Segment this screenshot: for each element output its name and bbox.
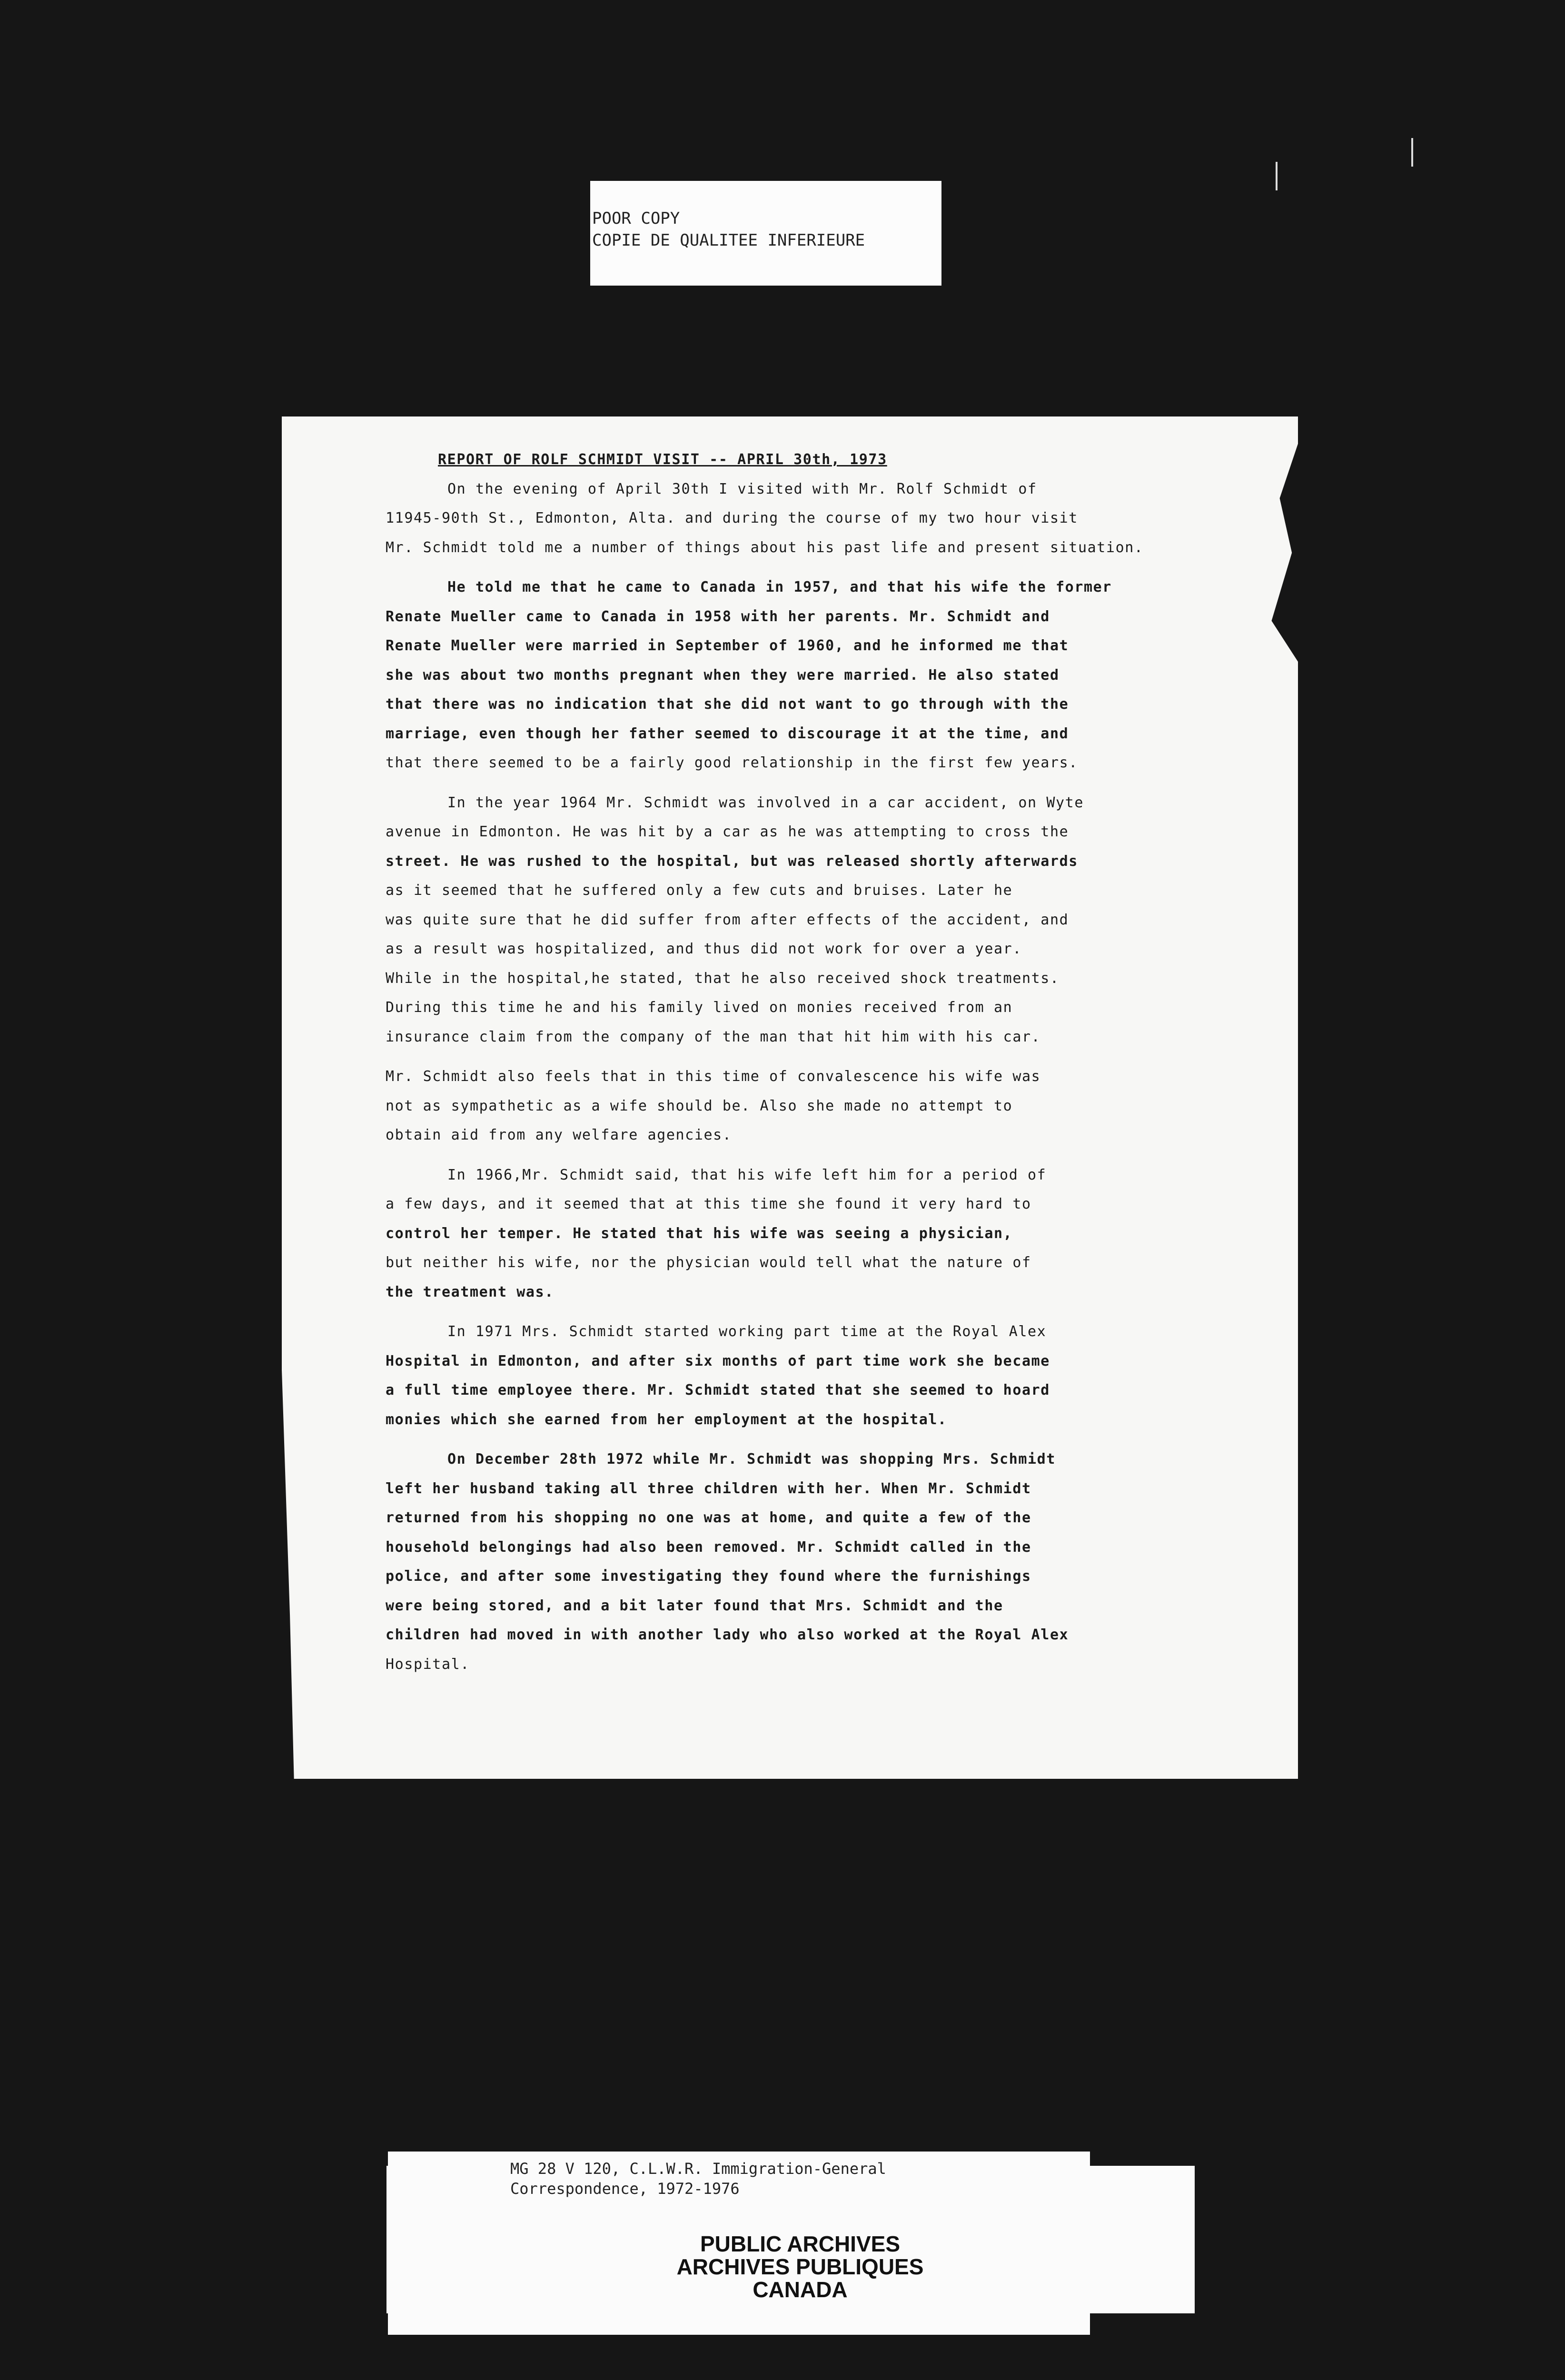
archive-reference xyxy=(510,2159,886,2199)
report-line: While in the hospital,he stated, that he also received shock treatments. xyxy=(386,970,1060,987)
report-line: In 1971 Mrs. Schmidt started working part time at the Royal Alex xyxy=(447,1323,1047,1340)
archive-ref-line-2: Correspondence, 1972-1976 xyxy=(510,2180,740,2198)
report-line: He told me that he came to Canada in 1957, and that his wife the former xyxy=(447,579,1112,595)
report-line: but neither his wife, nor the physician would tell what the nature of xyxy=(386,1254,1031,1271)
archive-name-block xyxy=(510,2232,1090,2301)
report-line: 11945-90th St., Edmonton, Alta. and during the course of my two hour visit xyxy=(386,510,1078,526)
report-line: marriage, even though her father seemed to discourage it at the time, and xyxy=(386,725,1069,742)
report-line: Mr. Schmidt told me a number of things about his past life and present situation. xyxy=(386,539,1144,556)
report-line: Renate Mueller were married in September of 1960, and he informed me that xyxy=(386,637,1069,654)
report-paragraph xyxy=(386,1062,1204,1150)
archive-name-en: PUBLIC ARCHIVES xyxy=(700,2231,900,2256)
report-paragraph xyxy=(386,788,1204,1052)
report-line: street. He was rushed to the hospital, but was released shortly afterwards xyxy=(386,853,1078,870)
report-line: as it seemed that he suffered only a few cuts and bruises. Later he xyxy=(386,882,1013,899)
report-paragraphs xyxy=(386,475,1204,1679)
report-line: insurance claim from the company of the man that hit him with his car. xyxy=(386,1028,1041,1045)
report-body xyxy=(386,445,1204,1689)
report-line: household belongings had also been removed. Mr. Schmidt called in the xyxy=(386,1538,1031,1556)
report-line: a few days, and it seemed that at this time she found it very hard to xyxy=(386,1196,1031,1212)
archive-name-fr: ARCHIVES PUBLIQUES xyxy=(676,2254,924,2279)
report-title: REPORT OF ROLF SCHMIDT VISIT -- APRIL 30th, 1973 xyxy=(438,451,887,468)
report-line: the treatment was. xyxy=(386,1283,554,1300)
report-paragraph xyxy=(386,1160,1204,1307)
archive-tag-right-tab xyxy=(1090,2166,1195,2313)
report-paragraph xyxy=(386,573,1204,778)
report-line: police, and after some investigating they found where the furnishings xyxy=(386,1568,1031,1585)
report-line: Hospital in Edmonton, and after six months of part time work she became xyxy=(386,1352,1050,1369)
report-line: On the evening of April 30th I visited with Mr. Rolf Schmidt of xyxy=(447,480,1037,497)
report-line: In the year 1964 Mr. Schmidt was involved in a car accident, on Wyte xyxy=(447,794,1084,811)
report-line: Hospital. xyxy=(386,1656,470,1673)
report-line: obtain aid from any welfare agencies. xyxy=(386,1127,732,1143)
report-line: returned from his shopping no one was at home, and quite a few of the xyxy=(386,1509,1031,1526)
report-line: Renate Mueller came to Canada in 1958 with her parents. Mr. Schmidt and xyxy=(386,608,1050,625)
report-line: control her temper. He stated that his wife was seeing a physician, xyxy=(386,1225,1013,1242)
report-line: On December 28th 1972 while Mr. Schmidt was shopping Mrs. Schmidt xyxy=(447,1451,1056,1468)
poor-copy-stamp xyxy=(590,181,941,286)
film-scratch xyxy=(1276,162,1278,190)
report-line: a full time employee there. Mr. Schmidt stated that she seemed to hoard xyxy=(386,1382,1050,1398)
report-line: left her husband taking all three children with her. When Mr. Schmidt xyxy=(386,1480,1031,1497)
report-line: that there seemed to be a fairly good relationship in the first few years. xyxy=(386,754,1078,771)
report-line: In 1966,Mr. Schmidt said, that his wife left him for a period of xyxy=(447,1166,1047,1183)
report-line: During this time he and his family lived on monies received from an xyxy=(386,999,1013,1016)
stamp-line-1: POOR COPY xyxy=(592,209,680,228)
report-line: not as sympathetic as a wife should be. Also she made no attempt to xyxy=(386,1097,1013,1114)
report-line: she was about two months pregnant when they were married. He also stated xyxy=(386,666,1060,684)
archive-country: CANADA xyxy=(753,2277,848,2302)
report-line: was quite sure that he did suffer from after effects of the accident, and xyxy=(386,911,1069,928)
report-line: Mr. Schmidt also feels that in this time of convalescence his wife was xyxy=(386,1068,1041,1085)
film-scratch xyxy=(1411,138,1413,167)
report-line: as a result was hospitalized, and thus did not work for over a year. xyxy=(386,941,1022,957)
archive-ref-line-1: MG 28 V 120, C.L.W.R. Immigration-General xyxy=(510,2160,886,2178)
report-paragraph xyxy=(386,475,1204,563)
stamp-line-2: COPIE DE QUALITEE INFERIEURE xyxy=(592,231,865,250)
report-line: avenue in Edmonton. He was hit by a car as he was attempting to cross the xyxy=(386,823,1069,840)
report-paragraph xyxy=(386,1317,1204,1434)
report-paragraph xyxy=(386,1445,1204,1679)
report-line: that there was no indication that she did not want to go through with the xyxy=(386,696,1069,713)
report-line: children had moved in with another lady who also worked at the Royal Alex xyxy=(386,1626,1069,1643)
report-line: were being stored, and a bit later found that Mrs. Schmidt and the xyxy=(386,1597,1003,1614)
report-line: monies which she earned from her employment at the hospital. xyxy=(386,1411,947,1428)
